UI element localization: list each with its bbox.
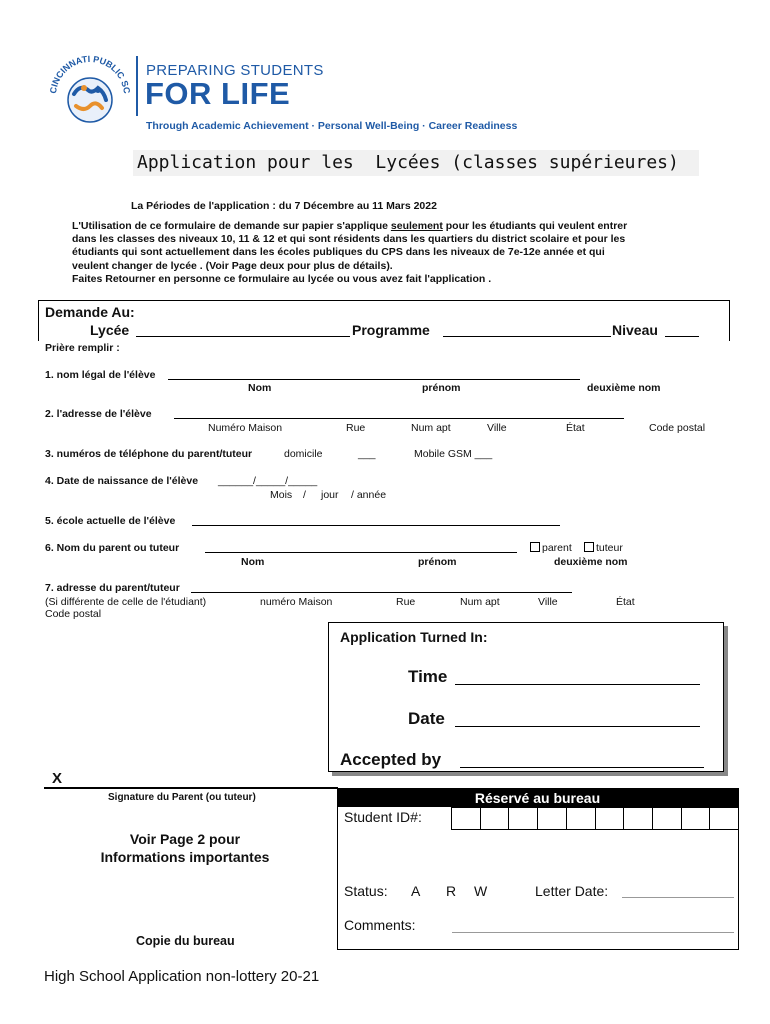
q1-prenom: prénom [422, 382, 461, 394]
page-title: Application pour les Lycées (classes supérieures) [133, 150, 699, 176]
q4-jour: jour [321, 489, 339, 501]
student-id-label: Student ID#: [344, 809, 422, 825]
student-name-field[interactable] [168, 379, 580, 380]
signature-label: Signature du Parent (ou tuteur) [108, 792, 256, 803]
q4-sep: / [303, 489, 306, 501]
programme-label: Programme [352, 322, 430, 338]
q3-label: 3. numéros de téléphone du parent/tuteur [45, 448, 253, 460]
date-label: Date [408, 709, 445, 728]
student-id-boxes[interactable] [451, 807, 739, 830]
status-a[interactable]: A [411, 883, 421, 899]
home-phone-field[interactable]: ___ [358, 448, 376, 460]
lycee-field[interactable] [136, 336, 350, 337]
q2-num-maison: Numéro Maison [208, 422, 283, 434]
comments-field[interactable] [452, 932, 734, 933]
q2-etat: État [566, 422, 585, 434]
office-header: Réservé au bureau [337, 788, 738, 807]
q7-etat: État [616, 596, 635, 608]
application-period: La Périodes de l'application : du 7 Décembre au 11 Mars 2022 [131, 200, 437, 212]
letter-date-label: Letter Date: [535, 883, 609, 899]
niveau-field[interactable] [665, 336, 699, 337]
comments-label: Comments: [344, 917, 416, 933]
q7-ville: Ville [538, 596, 558, 608]
q2-ville: Ville [487, 422, 507, 434]
district-logo [44, 44, 134, 134]
parent-address-field[interactable] [191, 592, 572, 593]
q7-num-apt: Num apt [460, 596, 500, 608]
q3-domicile: domicile [284, 448, 323, 460]
q2-num-apt: Num apt [411, 422, 451, 434]
q1-nom: Nom [248, 382, 272, 394]
accepted-field[interactable] [460, 767, 704, 768]
current-school-field[interactable] [192, 525, 560, 526]
demande-heading: Demande Au: [45, 304, 135, 320]
logo-subtitle: Through Academic Achievement · Personal Well-Being · Career Readiness [146, 120, 518, 132]
lycee-label: Lycée [90, 322, 130, 338]
checkbox-icon [584, 542, 594, 552]
q6-nom: Nom [241, 556, 265, 568]
svg-text:CINCINNATI PUBLIC SCHOOLS: CINCINNATI PUBLIC SC [48, 53, 132, 95]
logo-divider [136, 56, 138, 116]
student-address-field[interactable] [174, 418, 624, 419]
date-field[interactable] [455, 726, 700, 727]
programme-field[interactable] [443, 336, 611, 337]
q4-label: 4. Date de naissance de l'élève [45, 475, 199, 487]
q7-code-postal: Code postal [45, 608, 102, 620]
time-label: Time [408, 667, 448, 686]
parent-checkbox[interactable]: parent [530, 542, 572, 554]
q1-label: 1. nom légal de l'élève [45, 369, 156, 381]
q7-num-maison: numéro Maison [260, 596, 333, 608]
tuteur-checkbox[interactable]: tuteur [584, 542, 623, 554]
q4-annee: / année [351, 489, 387, 501]
status-r[interactable]: R [446, 883, 457, 899]
q4-mois: Mois [270, 489, 293, 501]
q6-label: 6. Nom du parent ou tuteur [45, 542, 180, 554]
q5-label: 5. école actuelle de l'élève [45, 515, 176, 527]
q1-deuxieme: deuxième nom [587, 382, 661, 394]
priere-remplir: Prière remplir : [45, 342, 120, 354]
tagline-top: PREPARING STUDENTS [146, 62, 324, 79]
copie-du-bureau: Copie du bureau [136, 934, 235, 948]
q7-label: 7. adresse du parent/tuteur [45, 582, 180, 594]
q6-prenom: prénom [418, 556, 457, 568]
birthdate-field[interactable]: ______/_____/_____ [218, 475, 318, 487]
intro-paragraph: L'Utilisation de ce formulaire de demande sur papier s'applique seulement pour les étudiants qui veulent entrer dans les classes des niveaux 10, 11 & 12 et qui sont résidents dans les quartiers du district scolaire et pour les étudiants qui sont actuellement dans les écoles publiques du CPS dans les niveaux de 7e-12e année et qui veulent changer de lycée . (Voir Page deux pour plus de détails). Faites Retourner en personne ce formulaire au lycée ou vous avez fait l'application . [72, 220, 628, 285]
letter-date-field[interactable] [622, 897, 734, 898]
q2-code-postal: Code postal [649, 422, 706, 434]
q2-label: 2. l'adresse de l'élève [45, 408, 152, 420]
q6-deuxieme: deuxième nom [554, 556, 628, 568]
q2-rue: Rue [346, 422, 366, 434]
signature-line[interactable] [44, 787, 338, 789]
time-field[interactable] [455, 684, 700, 685]
q7-rue: Rue [396, 596, 416, 608]
status-w[interactable]: W [474, 883, 488, 899]
turned-in-heading: Application Turned In: [340, 629, 488, 645]
status-label: Status: [344, 883, 388, 899]
q7-sub: (Si différente de celle de l'étudiant) [45, 596, 207, 608]
accepted-label: Accepted by [340, 750, 442, 769]
footer-text: High School Application non-lottery 20-21 [44, 968, 320, 985]
parent-name-field[interactable] [205, 552, 517, 553]
globe-hands-icon [44, 44, 134, 134]
niveau-label: Niveau [612, 322, 658, 338]
tagline-main: FOR LIFE [145, 76, 291, 111]
signature-x: X [52, 770, 63, 787]
mobile-phone-field[interactable]: Mobile GSM ___ [414, 448, 493, 460]
checkbox-icon [530, 542, 540, 552]
voir-page-2: Voir Page 2 pour Informations importantes [100, 831, 270, 865]
